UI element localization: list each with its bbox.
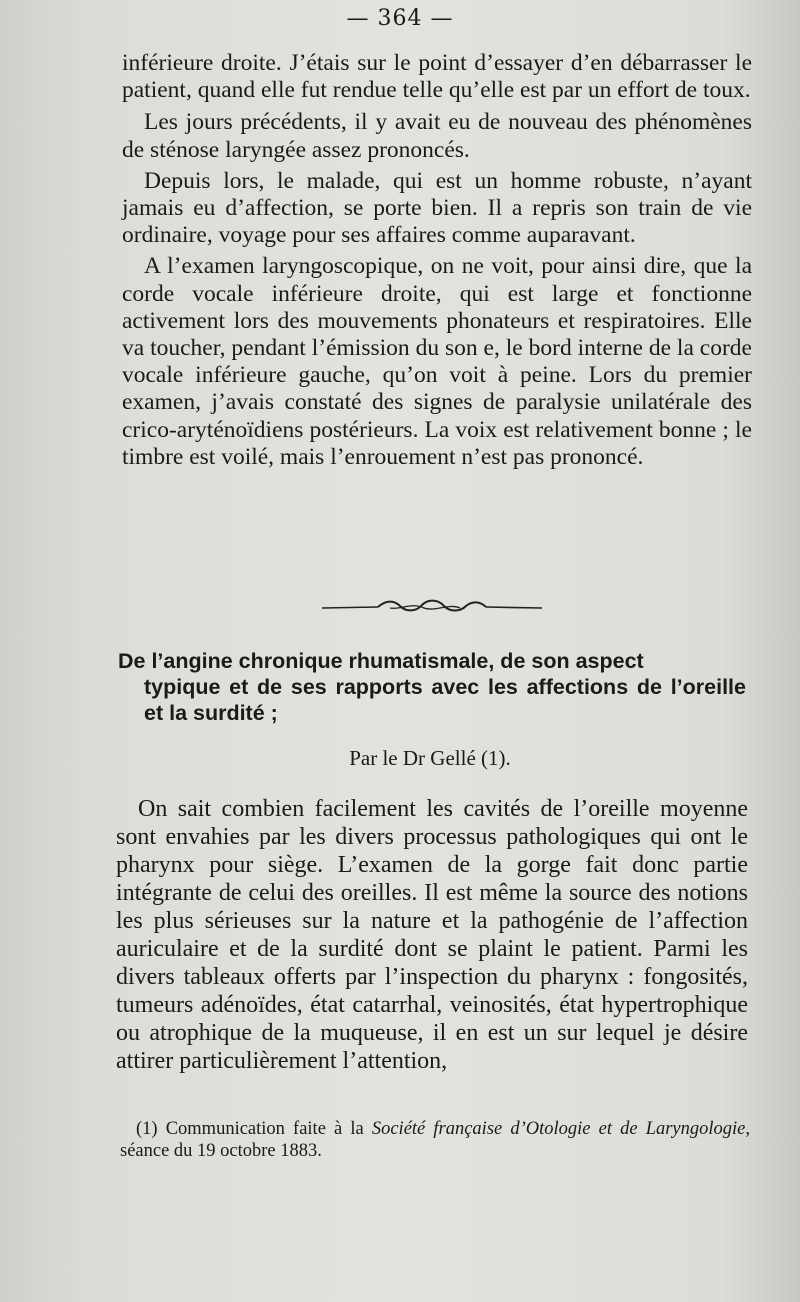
paragraph-laryngoscopy: A l’examen laryngoscopique, on ne voit, pour ainsi dire, que la corde vocale inférieure droite, qui est large et fonctionne activement lors des mouvements phonateurs et respiratoires. Elle va toucher, pendant l’émission du son e, le bord interne de la corde vocale inférieure gauche, qu’on voit à peine. Lors du premier examen, j’avais constaté des signes de paralysie unilatérale des crico-aryténoïdiens postérieurs. La voix est relativement bonne ; le timbre est voilé, mais l’enrouement n’est pas prononcé. (122, 253, 752, 470)
footnote-lead: Communication faite à la (165, 1119, 364, 1139)
title-line-1: De l’angine chronique rhumatismale, de son aspect (118, 649, 644, 673)
page-number: — 364 — (346, 6, 454, 31)
footnote-date: séance du 19 octobre 1883. (120, 1141, 322, 1161)
author-byline: Par le Dr Gellé (1). (349, 746, 511, 770)
footnote-text (120, 1118, 750, 1162)
section-divider-ornament (320, 596, 545, 616)
paragraph-intro: On sait combien facilement les cavités de l’oreille moyenne sont envahies par les divers processus pathologiques qui ont le pharynx pour siège. L’examen de la gorge fait donc partie intégrante de celui des oreilles. Il est même la source des notions les plus sérieuses sur la nature et la pathogénie de l’affection auriculaire et de la surdité dont se plaint le patient. Parmi les divers tableaux offerts par l’inspection du pharynx : fongosités, tumeurs adénoïdes, état catarrhal, veinosités, état hypertrophique ou atrophique de la muqueuse, il en est un sur lequel je désire attirer particulièrement l’attention, (116, 796, 748, 1074)
article-title (118, 648, 746, 726)
paragraph-recovery: Depuis lors, le malade, qui est un homme robuste, n’ayant jamais eu d’affection, se porte bien. Il a repris son train de vie ordinaire, voyage pour ses affaires comme auparavant. (122, 167, 752, 249)
main-text-block (116, 795, 748, 1075)
title-line-rest: typique et de ses rapports avec les affections de l’oreille et la surdité ; (144, 675, 746, 725)
paragraph-stenosis: Les jours précédents, il y avait eu de nouveau des phénomènes de sténose laryngée assez prononcés. (122, 109, 752, 163)
footnote-society: Société française d’Otologie et de Laryngologie, (371, 1119, 751, 1139)
footnote (120, 1118, 750, 1162)
footnote-marker: (1) (136, 1119, 158, 1139)
top-text-block (122, 50, 752, 471)
paragraph-continuation: inférieure droite. J’étais sur le point d’essayer d’en débarrasser le patient, quand elle fut rendue telle qu’elle est par un effort de toux. (122, 50, 752, 104)
